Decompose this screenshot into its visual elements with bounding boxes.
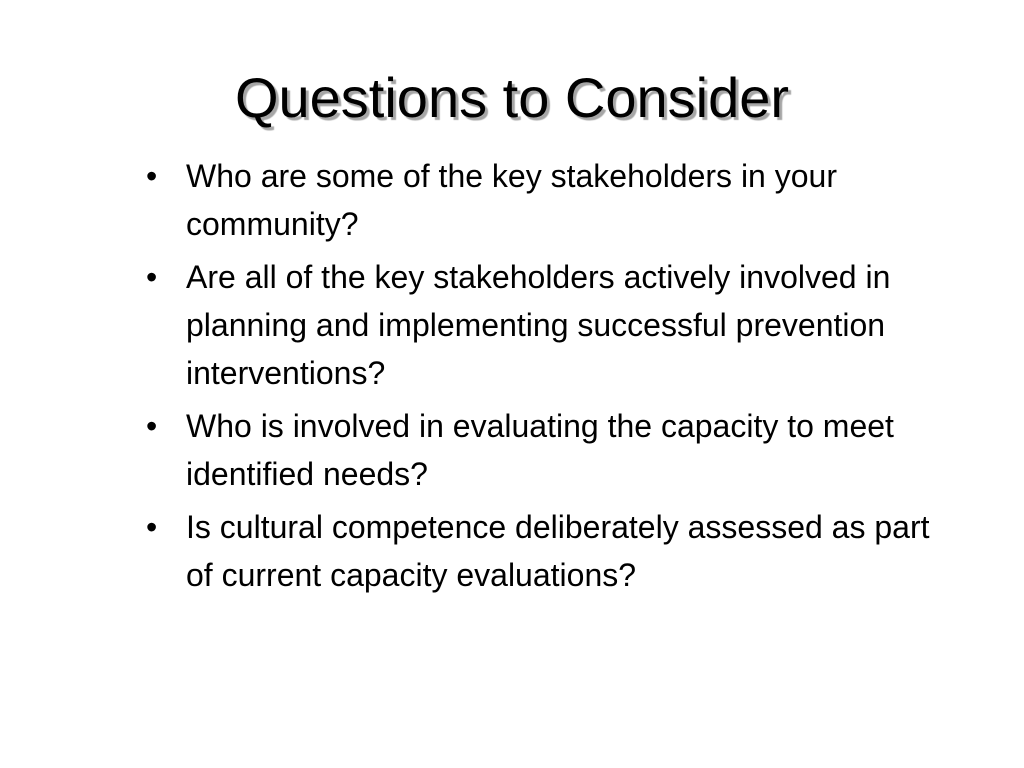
bullet-text: Who are some of the key stakeholders in your community? bbox=[186, 158, 837, 242]
bullet-item bbox=[136, 402, 956, 498]
bullet-item bbox=[136, 253, 956, 397]
bullet-text: Is cultural competence deliberately assessed as part of current capacity evaluations? bbox=[186, 509, 930, 593]
bullet-marker: • bbox=[146, 259, 158, 295]
bullet-text: Are all of the key stakeholders actively involved in planning and implementing successful prevention interventions? bbox=[186, 259, 891, 391]
bullet-marker: • bbox=[146, 408, 158, 444]
bullet-item bbox=[136, 503, 956, 599]
slide-title: Questions to Consider bbox=[234, 66, 790, 129]
bullet-item bbox=[136, 152, 956, 248]
bullet-text: Who is involved in evaluating the capacity to meet identified needs? bbox=[186, 408, 894, 492]
bullet-list bbox=[136, 152, 956, 604]
bullet-marker: • bbox=[146, 158, 158, 194]
bullet-marker: • bbox=[146, 509, 158, 545]
